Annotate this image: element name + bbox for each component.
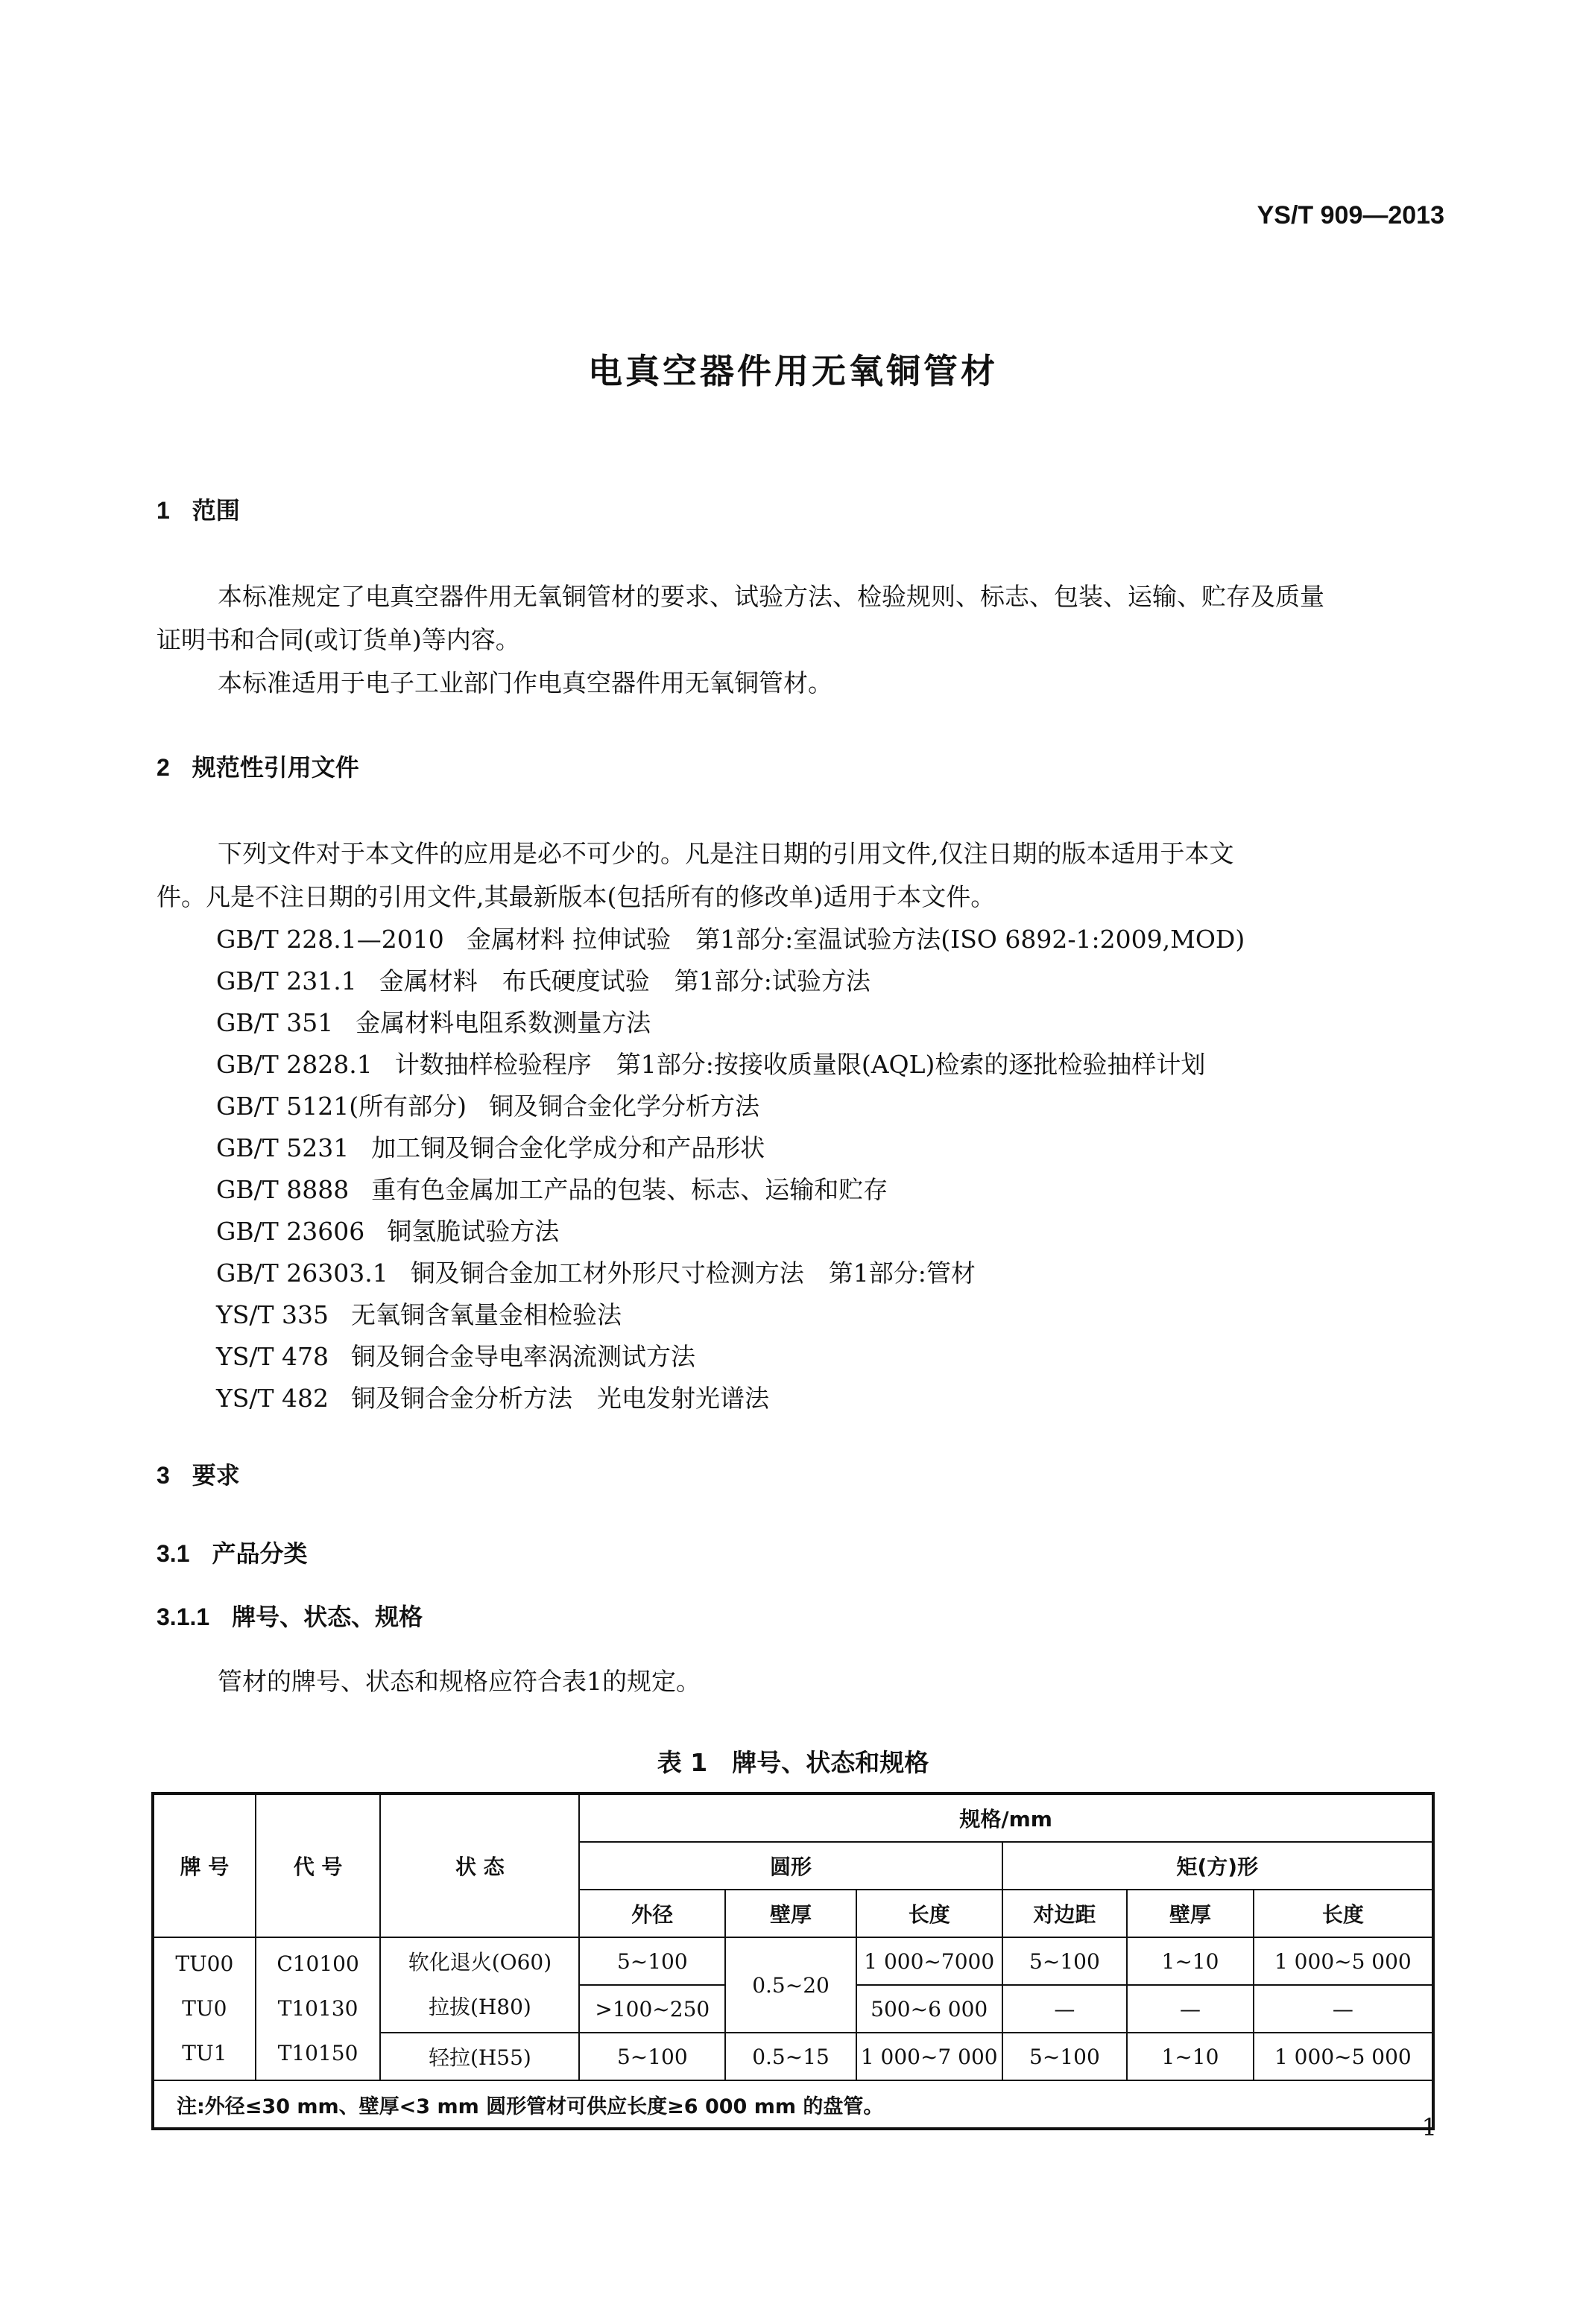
section-3-1-heading — [157, 1535, 308, 1569]
ref-title: 重有色金属加工产品的包装、标志、运输和贮存 — [371, 1175, 888, 1204]
table-note: 注:外径≤30 mm、壁厚<3 mm 圆形管材可供应长度≥6 000 mm 的盘管。 — [153, 2080, 1433, 2129]
spec-table — [151, 1792, 1435, 2130]
document-title: 电真空器件用无氧铜管材 — [588, 351, 998, 391]
ref-item — [216, 960, 871, 1002]
ref-title: 金属材料 拉伸试验 第1部分:室温试验方法(ISO 6892-1:2009,MOD) — [466, 925, 1245, 954]
header-code: 代 号 — [256, 1793, 381, 1937]
ref-code: GB/T 8888 — [216, 1175, 350, 1204]
table-cell: 5~100 — [579, 1937, 725, 1985]
ref-item — [216, 1002, 651, 1044]
state-value: 软化退火(O60) — [408, 1950, 552, 1975]
ref-code: GB/T 5231 — [216, 1133, 350, 1162]
header-length: 长度 — [856, 1890, 1002, 1937]
paragraph: 本标准适用于电子工业部门作电真空器件用无氧铜管材。 — [218, 668, 833, 697]
ref-code: GB/T 26303.1 — [216, 1258, 388, 1288]
ref-code: GB/T 23606 — [216, 1217, 365, 1246]
header-grade: 牌 号 — [153, 1793, 256, 1937]
paragraph: 本标准规定了电真空器件用无氧铜管材的要求、试验方法、检验规则、标志、包装、运输、贮存及质量 — [218, 582, 1324, 611]
table-cell: 1~10 — [1127, 1937, 1254, 1985]
section-number: 3.1 — [157, 1540, 190, 1567]
ref-code: GB/T 5121(所有部分) — [216, 1092, 467, 1121]
header-rect: 矩(方)形 — [1002, 1842, 1433, 1890]
header-wall: 壁厚 — [725, 1890, 856, 1937]
ref-title: 无氧铜含氧量金相检验法 — [351, 1300, 622, 1329]
grade-value: TU00 — [175, 1951, 234, 1976]
table-cell: 1~10 — [1127, 2033, 1254, 2080]
table-cell: 1 000~5 000 — [1254, 1937, 1433, 1985]
header-length-rect: 长度 — [1254, 1890, 1433, 1937]
ref-code: YS/T 482 — [216, 1384, 329, 1413]
table-cell: — — [1254, 1985, 1433, 2033]
ref-title: 铜及铜合金导电率涡流测试方法 — [351, 1342, 695, 1371]
ref-item — [216, 1378, 769, 1419]
paragraph: 下列文件对于本文件的应用是必不可少的。凡是注日期的引用文件,仅注日期的版本适用于本文 — [218, 839, 1234, 868]
header-round: 圆形 — [579, 1842, 1002, 1890]
section-title: 要求 — [192, 1461, 240, 1489]
table-cell: — — [1002, 1985, 1128, 2033]
ref-title: 铜及铜合金分析方法 光电发射光谱法 — [351, 1384, 769, 1413]
table-cell: 1 000~7000 — [856, 1937, 1002, 1985]
paragraph: 管材的牌号、状态和规格应符合表1的规定。 — [218, 1667, 701, 1696]
ref-title: 金属材料 布氏硬度试验 第1部分:试验方法 — [379, 966, 871, 995]
table-cell: 0.5~15 — [725, 2033, 856, 2080]
standard-code: YS/T 909—2013 — [1257, 201, 1444, 229]
header-state: 状 态 — [380, 1793, 579, 1937]
ref-title: 金属材料电阻系数测量方法 — [356, 1008, 651, 1037]
grade-cell — [153, 1937, 256, 2080]
ref-item — [216, 1086, 759, 1127]
ref-title: 计数抽样检验程序 第1部分:按接收质量限(AQL)检索的逐批检验抽样计划 — [394, 1050, 1206, 1079]
table-cell: — — [1127, 1985, 1254, 2033]
section-title: 产品分类 — [212, 1539, 308, 1568]
ref-code: YS/T 478 — [216, 1342, 329, 1371]
ref-code: GB/T 2828.1 — [216, 1050, 373, 1079]
ref-code: YS/T 335 — [216, 1300, 329, 1329]
table-caption: 表 1 牌号、状态和规格 — [657, 1748, 929, 1777]
state-cell — [380, 1937, 579, 2033]
ref-title: 铜氢脆试验方法 — [387, 1217, 560, 1246]
state-value: 拉拔(H80) — [428, 1995, 531, 2019]
code-cell — [256, 1937, 381, 2080]
ref-item — [216, 1294, 622, 1336]
ref-code: GB/T 231.1 — [216, 966, 357, 995]
code-value: T10130 — [277, 1996, 358, 2021]
ref-item — [216, 1169, 888, 1211]
paragraph: 证明书和合同(或订货单)等内容。 — [157, 625, 520, 654]
ref-item — [216, 919, 1245, 960]
header-spec: 规格/mm — [579, 1793, 1433, 1842]
section-2-heading — [157, 749, 359, 783]
table-cell: 1 000~7 000 — [856, 2033, 1002, 2080]
ref-title: 铜及铜合金化学分析方法 — [488, 1092, 759, 1121]
table-cell: >100~250 — [579, 1985, 725, 2033]
ref-code: GB/T 351 — [216, 1008, 334, 1037]
grade-value: TU1 — [182, 2041, 227, 2065]
section-number: 2 — [157, 754, 170, 781]
state-value: 轻拉(H55) — [380, 2033, 579, 2080]
ref-item — [216, 1044, 1205, 1086]
code-value: C10100 — [277, 1951, 359, 1976]
section-number: 3 — [157, 1462, 170, 1489]
table-cell: 1 000~5 000 — [1254, 2033, 1433, 2080]
code-value: T10150 — [277, 2041, 358, 2065]
ref-title: 铜及铜合金加工材外形尺寸检测方法 第1部分:管材 — [410, 1258, 976, 1288]
ref-item — [216, 1211, 559, 1253]
ref-item — [216, 1336, 695, 1378]
paragraph: 件。凡是不注日期的引用文件,其最新版本(包括所有的修改单)适用于本文件。 — [157, 882, 996, 911]
section-number: 1 — [157, 497, 170, 524]
section-3-1-1-heading — [157, 1598, 423, 1633]
header-wall-rect: 壁厚 — [1127, 1890, 1254, 1937]
header-od: 外径 — [579, 1890, 725, 1937]
ref-item — [216, 1253, 976, 1294]
ref-code: GB/T 228.1—2010 — [216, 925, 444, 954]
section-number: 3.1.1 — [157, 1603, 210, 1630]
grade-value: TU0 — [182, 1996, 227, 2021]
ref-title: 加工铜及铜合金化学成分和产品形状 — [371, 1133, 765, 1162]
section-3-heading — [157, 1457, 240, 1491]
table-cell: 5~100 — [1002, 1937, 1128, 1985]
section-title: 牌号、状态、规格 — [232, 1603, 423, 1631]
table-cell: 5~100 — [579, 2033, 725, 2080]
page-number: 1 — [1421, 2113, 1437, 2141]
table-cell: 5~100 — [1002, 2033, 1128, 2080]
ref-item — [216, 1127, 765, 1169]
header-across-flats: 对边距 — [1002, 1890, 1128, 1937]
table-cell: 500~6 000 — [856, 1985, 1002, 2033]
section-title: 范围 — [192, 496, 240, 525]
section-title: 规范性引用文件 — [192, 753, 359, 782]
table-cell: 0.5~20 — [725, 1937, 856, 2033]
section-1-heading — [157, 492, 240, 526]
